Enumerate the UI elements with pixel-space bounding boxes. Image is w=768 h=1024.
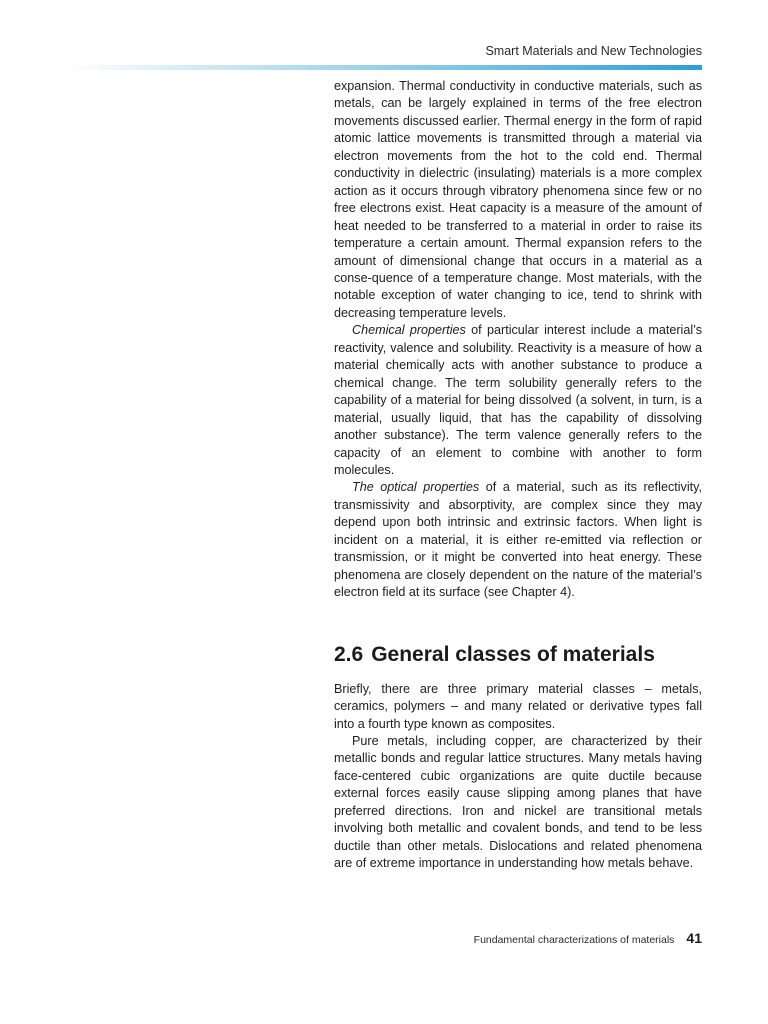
paragraph-material-classes [334, 681, 702, 733]
running-header: Smart Materials and New Technologies [485, 44, 702, 58]
paragraph-thermal [334, 78, 702, 322]
optical-properties-term: The optical properties [352, 480, 480, 495]
page-number: 41 [686, 930, 702, 946]
paragraph-metals-text: Pure metals, including copper, are characterized by their metallic bonds and regular lattice structures. Many metals having face-centered cubic organizations are quite ductile because external forces easily cause slipping among planes that have preferred directions. Iron and nickel are transitional metals involving both metallic and covalent bonds, and tend to be less ductile than other metals. Dislocations and related phenomena are of extreme importance in understanding how metals behave. [334, 733, 702, 871]
header-rule [66, 65, 702, 70]
paragraph-chemical [334, 322, 702, 479]
page-footer [474, 930, 702, 946]
paragraph-optical-text: of a material, such as its reflectivity, transmissivity and absorptivity, are complex since they may depend upon both intrinsic and extrinsic factors. When light is incident on a material, it is either re-emitted via reflection or transmission, or it might be converted into heat energy. These phenomena are closely dependent on the nature of the material’s electron field at its surface (see Chapter 4). [334, 480, 702, 600]
section-heading [334, 642, 702, 668]
section-title: General classes of materials [371, 642, 655, 666]
footer-chapter-title: Fundamental characterizations of materials [473, 934, 675, 946]
text-column [334, 78, 702, 873]
paragraph-optical [334, 479, 702, 601]
paragraph-thermal-text: expansion. Thermal conductivity in conductive materials, such as metals, can be largely explained in terms of the free electron movements discussed earlier. Thermal energy in the form of rapid atomic lattice movements is transmitted through a material via electron movements from the hot to the cold end. Thermal conductivity in dielectric (insulating) materials is a more complex action as it occurs through vibratory phenomena since few or no free electrons exist. Heat capacity is a measure of the amount of heat needed to be transferred to a material in order to raise its temperature a certain amount. Thermal expansion refers to the amount of dimensional change that occurs in a material as a conse-quence of a temperature change. Most materials, with the notable exception of water changing to ice, tend to shrink with decreasing temperature levels. [334, 79, 702, 320]
section-number: 2.6 [334, 642, 364, 666]
paragraph-material-classes-text: Briefly, there are three primary material classes – metals, ceramics, polymers – and many related or derivative types fall into a fourth type known as composites. [334, 681, 702, 731]
chemical-properties-term: Chemical properties [352, 323, 466, 338]
paragraph-chemical-text: of particular interest include a material’s reactivity, valence and solubility. Reactivity is a measure of how a material chemically acts with another substance to produce a chemical change. The term solubility generally refers to the capability of a material for being dissolved (a solvent, in turn, is a material, usually liquid, that has the capability of dissolving another substance). The term valence generally refers to the capacity of an element to combine with another to form molecules. [334, 323, 702, 477]
paragraph-metals [334, 733, 702, 873]
